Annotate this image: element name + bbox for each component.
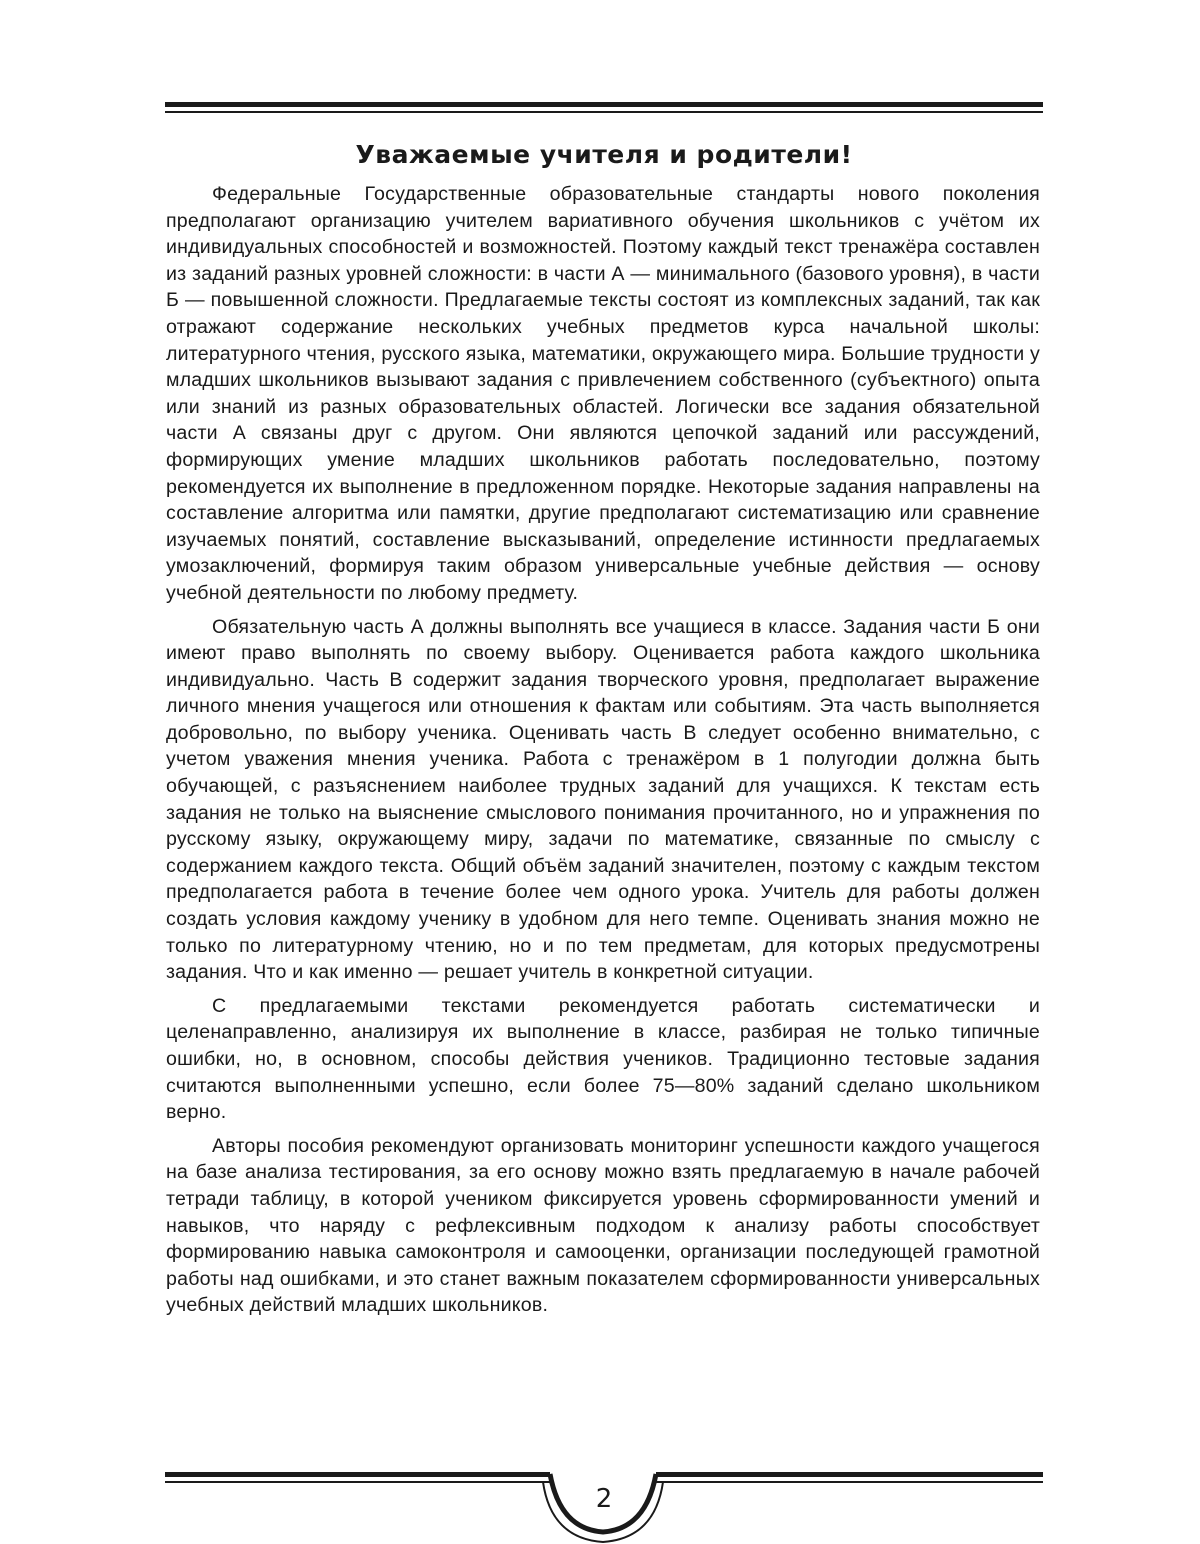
page-number: 2	[595, 1484, 613, 1514]
page-title: Уважаемые учителя и родители!	[355, 140, 853, 169]
paragraph-4: Авторы пособия рекомендуют организовать мониторинг успешности каждого учащегося на базе анализа тестирования, за его основу можно взять предлагаемую в начале рабочей тетради таблицу, в которой учеником фиксируется уровень сформированности умений и навыков, что наряду с рефлексивным подходом к анализу работы способствует формированию навыка самоконтроля и самооценки, организации последующей грамотной работы над ошибками, и это станет важным показателем сформированности универсальных учебных действий младших школьников.	[166, 1134, 1040, 1317]
page-footer	[165, 1472, 1043, 1544]
paragraph-2: Обязательную часть А должны выполнять все учащиеся в классе. Задания части Б они имеют право выполнять по своему выбору. Оценивается работа каждого школьника индивидуально. Часть В содержит задания творческого уровня, предполагает выражение личного мнения учащегося или отношения к фактам или событиям. Эта часть выполняется добровольно, по выбору ученика. Оценивать часть В следует особенно внимательно, с учетом уважения мнения ученика. Работа с тренажёром в 1 полугодии должна быть обучающей, с разъяснением наиболее трудных заданий для учащихся. К текстам есть задания не только на выяснение смыслового понимания прочитанного, но и упражнения по русскому языку, окружающему миру, задачи по математике, связанные по смыслу с содержанием каждого текста. Общий объём заданий значителен, поэтому с каждым текстом предполагается работа в течение более чем одного урока. Учитель для работы должен создать условия каждому ученику в удобном для него темпе. Оценивать знания можно не только по литературному чтению, но и по тем предметам, для которых предусмотрены задания. Что и как именно — решает учитель в конкретной ситуации.	[166, 615, 1040, 984]
paragraph-1: Федеральные Государственные образовательные стандарты нового поколения предполагают организацию учителем вариативного обучения школьников с учётом их индивидуальных способностей и возможностей. Поэтому каждый текст тренажёра составлен из заданий разных уровней сложности: в части А — минимального (базового уровня), в части Б — повышенной сложности. Предлагаемые тексты состоят из комплексных заданий, так как отражают содержание нескольких учебных предметов курса начальной школы: литературного чтения, русского языка, математики, окружающего мира. Большие трудности у младших школьников вызывают задания с привлечением собственного (субъектного) опыта или знаний из разных образовательных областей. Логически все задания обязательной части А связаны друг с другом. Они являются цепочкой заданий или рассуждений, формирующих умение младших школьников работать последовательно, поэтому рекомендуется их выполнение в предложенном порядке. Некоторые задания направлены на составление алгоритма или памятки, другие предполагают систематизацию или сравнение изучаемых понятий, составление высказываний, определение истинности предлагаемых умозаключений, формируя таким образом универсальные учебные действия — основу учебной деятельности по любому предмету.	[166, 183, 1040, 604]
body-text	[166, 181, 1040, 1326]
paragraph-3: С предлагаемыми текстами рекомендуется работать систематически и целенаправленно, анализируя их выполнение в классе, разбирая не только типичные ошибки, но, в основном, способы действия учеников. Традиционно тестовые задания считаются выполненными успешно, если более 75—80% заданий сделано школьником верно.	[166, 994, 1040, 1124]
header-rule	[165, 102, 1043, 116]
